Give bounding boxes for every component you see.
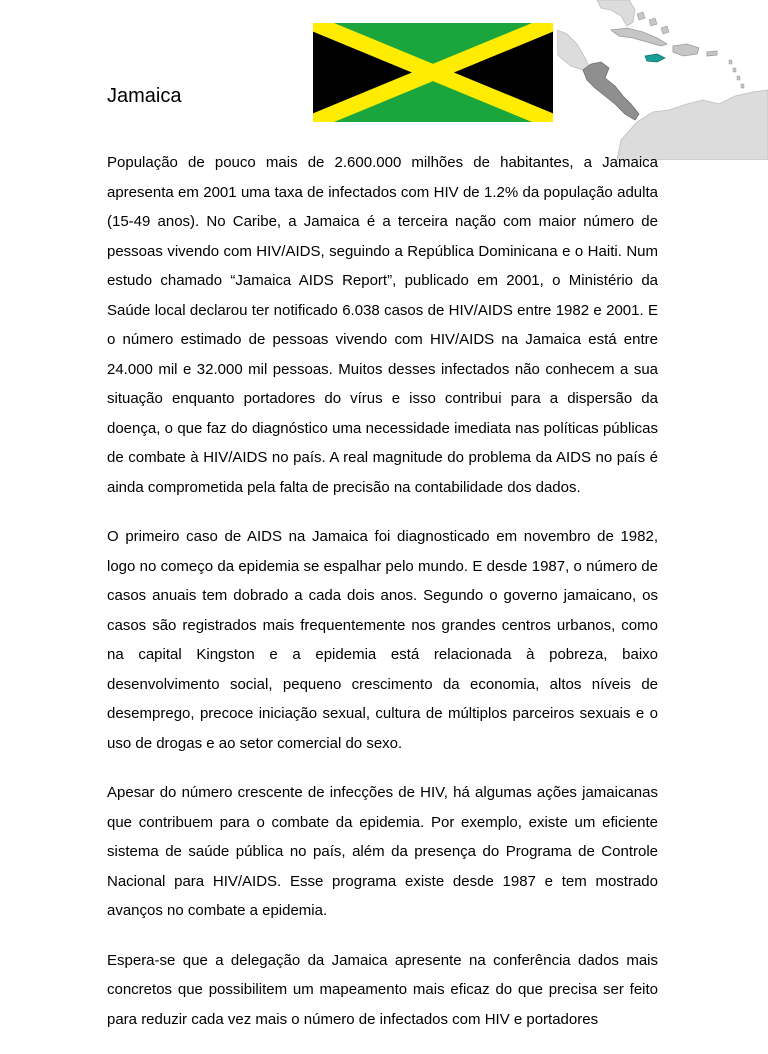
paragraph-population: População de pouco mais de 2.600.000 milhões de habitantes, a Jamaica apresenta em 2001 uma taxa de infectados com HIV de 1.2% da população adulta (15-49 anos). No Caribe, a Jamaica é a terceira nação com maior número de pessoas vivendo com HIV/AIDS, seguindo a República Dominicana e o Haiti. Num estudo chamado “Jamaica AIDS Report”, publicado em 2001, o Ministério da Saúde local declarou ter notificado 6.038 casos de HIV/AIDS entre 1982 e 2001. E o número estimado de pessoas vivendo com HIV/AIDS na Jamaica está entre 24.000 mil e 32.000 mil pessoas. Muitos desses infectados não conhecem a sua situação enquanto portadores do vírus e isso contribui para a dispersão da doença, o que faz do diagnóstico uma necessidade imediata nas políticas públicas de combate à HIV/AIDS no país. A real magnitude do problema da AIDS no país é ainda comprometida pela falta de precisão na contabilidade dos dados. — [107, 154, 658, 496]
map-puerto-rico — [707, 51, 717, 56]
paragraph-expectation: Espera-se que a delegação da Jamaica apresente na conferência dados mais concretos que possibilitem um mapeamento mais eficaz do que precisa ser feito para reduzir cada vez mais o número de infectados com HIV e portadores — [107, 951, 658, 1028]
page-title: Jamaica — [107, 85, 182, 107]
document-body — [107, 148, 658, 1054]
paragraph-first-case: O primeiro caso de AIDS na Jamaica foi diagnosticado em novembro de 1982, logo no começo da epidemia se espalhar pelo mundo. E desde 1987, o número de casos anuais tem dobrado a cada dois anos. Segundo o governo jamaicano, os casos são registrados mais frequentemente nos grandes centros urbanos, como na capital Kingston e a epidemia está relacionada à pobreza, baixo desenvolvimento social, pequeno crescimento da economia, altos níveis de desemprego, precoce iniciação sexual, cultura de múltiplos parceiros sexuais e o uso de drogas e ao setor comercial do sexo. — [107, 528, 658, 752]
jamaica-flag — [313, 23, 553, 122]
caribbean-locator-map — [557, 0, 768, 160]
paragraph-actions: Apesar do número crescente de infecções de HIV, há algumas ações jamaicanas que contribuem para o combate da epidemia. Por exemplo, existe um eficiente sistema de saúde pública no país, além da presença do Programa de Controle Nacional para HIV/AIDS. Esse programa existe desde 1987 e tem mostrado avanços no combate a epidemia. — [107, 784, 658, 919]
